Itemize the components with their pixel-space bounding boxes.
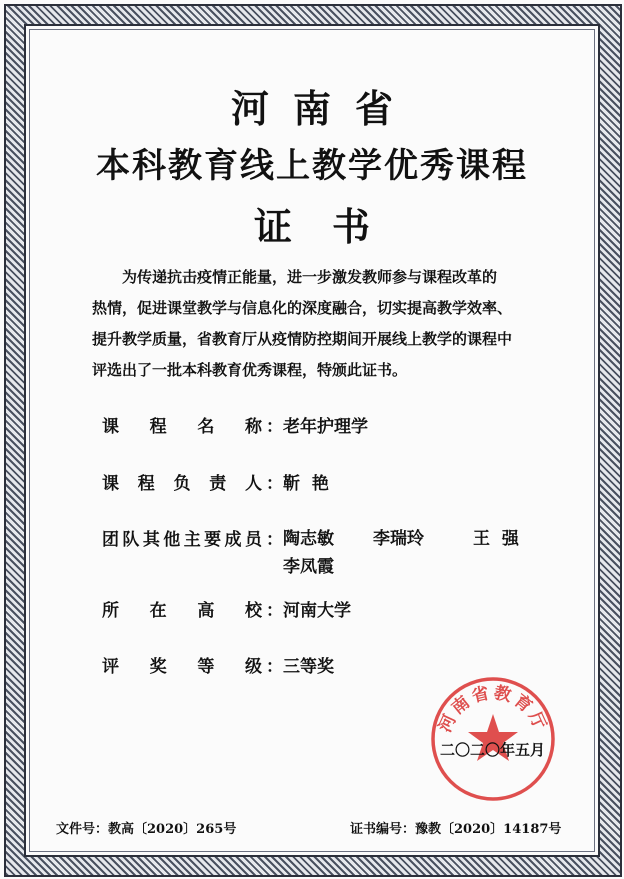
intro-line: 提升教学质量，省教育厅从疫情防控期间开展线上教学的课程中 [92,330,513,348]
label-char: 负 [173,474,191,494]
members-row [283,525,519,553]
member-name: 李瑞玲 [373,529,424,549]
label-char: 校 [244,601,262,621]
label-char: 主 [183,530,201,550]
label-char: 课 [102,417,119,437]
course-leader-label [102,469,262,494]
intro-line: 为传递抗击疫情正能量，进一步激发教师参与课程改革的 [122,268,498,286]
team-members-colon: ： [266,530,283,550]
title-province: 河南省 [230,87,417,131]
certificate-number: 证书编号：豫教〔2020〕14187号 [350,822,562,837]
school-value: 河南大学 [283,601,351,621]
label-char: 程 [137,474,155,494]
label-char: 员 [244,530,262,550]
label-char: 程 [149,417,167,437]
team-members-label [102,525,262,550]
label-char: 成 [224,530,242,550]
label-char: 所 [102,601,119,621]
label-char: 团 [102,530,119,550]
label-char: 级 [244,657,262,677]
label-char: 人 [245,474,262,494]
intro-line: 评选出了一批本科教育优秀课程，特颁此证书。 [92,361,408,379]
member-name: 陶志敏 [283,529,334,549]
course-leader-colon: ： [266,474,283,494]
team-members-value [283,525,519,581]
award-level-value: 三等奖 [283,657,334,677]
label-char: 评 [102,657,119,677]
label-char: 队 [122,530,140,550]
course-name-value: 老年护理学 [283,417,368,437]
document-number: 文件号：教高〔2020〕265号 [56,822,237,837]
members-row [283,553,519,581]
label-char: 要 [204,530,222,550]
label-char: 称 [244,417,262,437]
label-char: 高 [197,601,215,621]
award-level-label [102,652,262,677]
label-char: 等 [197,657,215,677]
label-char: 其 [142,530,160,550]
member-name: 王 强 [473,529,519,549]
title-certificate: 证书 [253,205,410,249]
label-char: 责 [209,474,227,494]
school-colon: ： [266,601,283,621]
seal-text: 河南省教育厅 [435,682,551,736]
issue-date: 二〇二〇年五月 [440,741,546,759]
label-char: 他 [163,530,181,550]
course-leader-value: 靳 艳 [283,474,329,494]
label-char: 名 [197,417,215,437]
course-name-colon: ： [266,417,283,437]
member-name: 李凤霞 [283,557,334,577]
label-char: 课 [102,474,119,494]
label-char: 在 [149,601,167,621]
intro-line: 热情，促进课堂教学与信息化的深度融合，切实提高教学效率、 [92,299,513,317]
title-main: 本科教育线上教学优秀课程 [96,146,528,186]
course-name-label [102,412,262,437]
intro-paragraph [92,262,562,386]
school-label [102,596,262,621]
label-char: 奖 [149,657,167,677]
award-level-colon: ： [266,657,283,677]
